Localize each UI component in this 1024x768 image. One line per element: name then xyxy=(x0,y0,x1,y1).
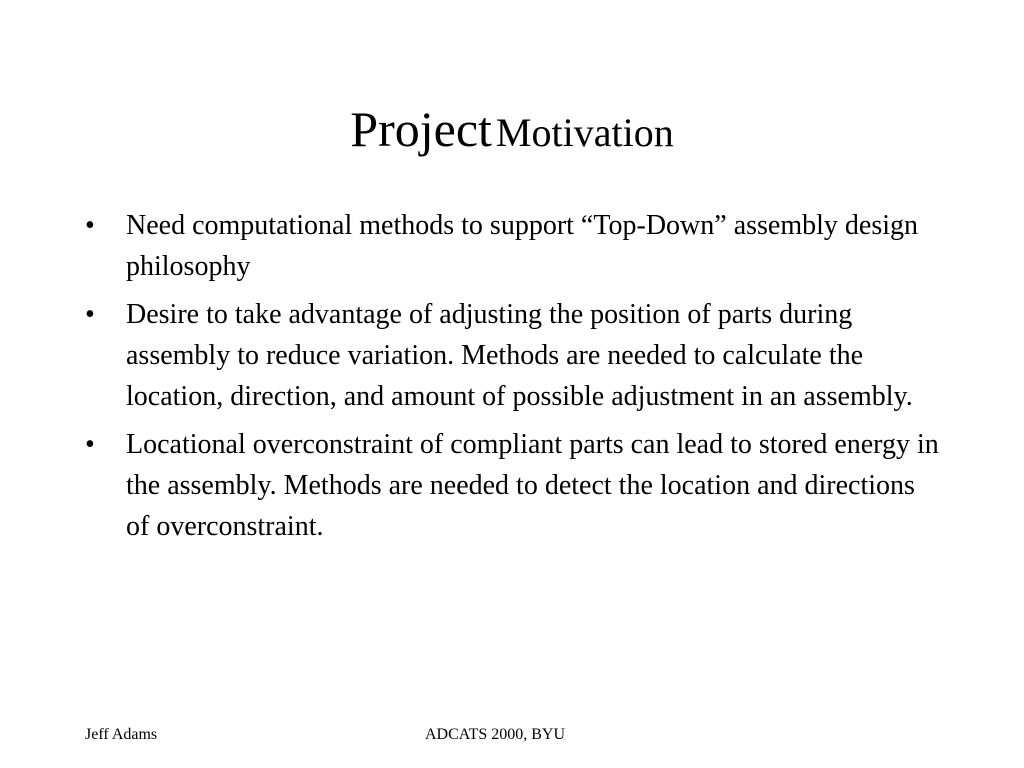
slide-title-part2: Motivation xyxy=(495,110,674,155)
footer-event: ADCATS 2000, BYU xyxy=(425,726,566,743)
slide-title xyxy=(0,101,1024,157)
bullet-text: Need computational methods to support “Top-Down” assembly design philosophy xyxy=(126,210,918,282)
bullet-text: Desire to take advantage of adjusting the position of parts during assembly to reduce variation. Methods are needed to calculate the location, direction, and amount of possible adjustment in an assembly. xyxy=(126,299,913,412)
bullet-item xyxy=(85,424,945,547)
bullet-point-icon: • xyxy=(85,299,95,330)
footer-author: Jeff Adams xyxy=(85,726,158,743)
bullet-text: Locational overconstraint of compliant parts can lead to stored energy in the assembly. Methods are needed to detect the location and directions of overconstraint. xyxy=(126,429,939,542)
bullet-item xyxy=(85,294,945,417)
bullet-point-icon: • xyxy=(85,210,95,241)
bullet-item xyxy=(85,205,945,287)
bullet-list xyxy=(85,205,945,554)
slide-title-part1: Project xyxy=(350,101,492,157)
bullet-point-icon: • xyxy=(85,429,95,460)
